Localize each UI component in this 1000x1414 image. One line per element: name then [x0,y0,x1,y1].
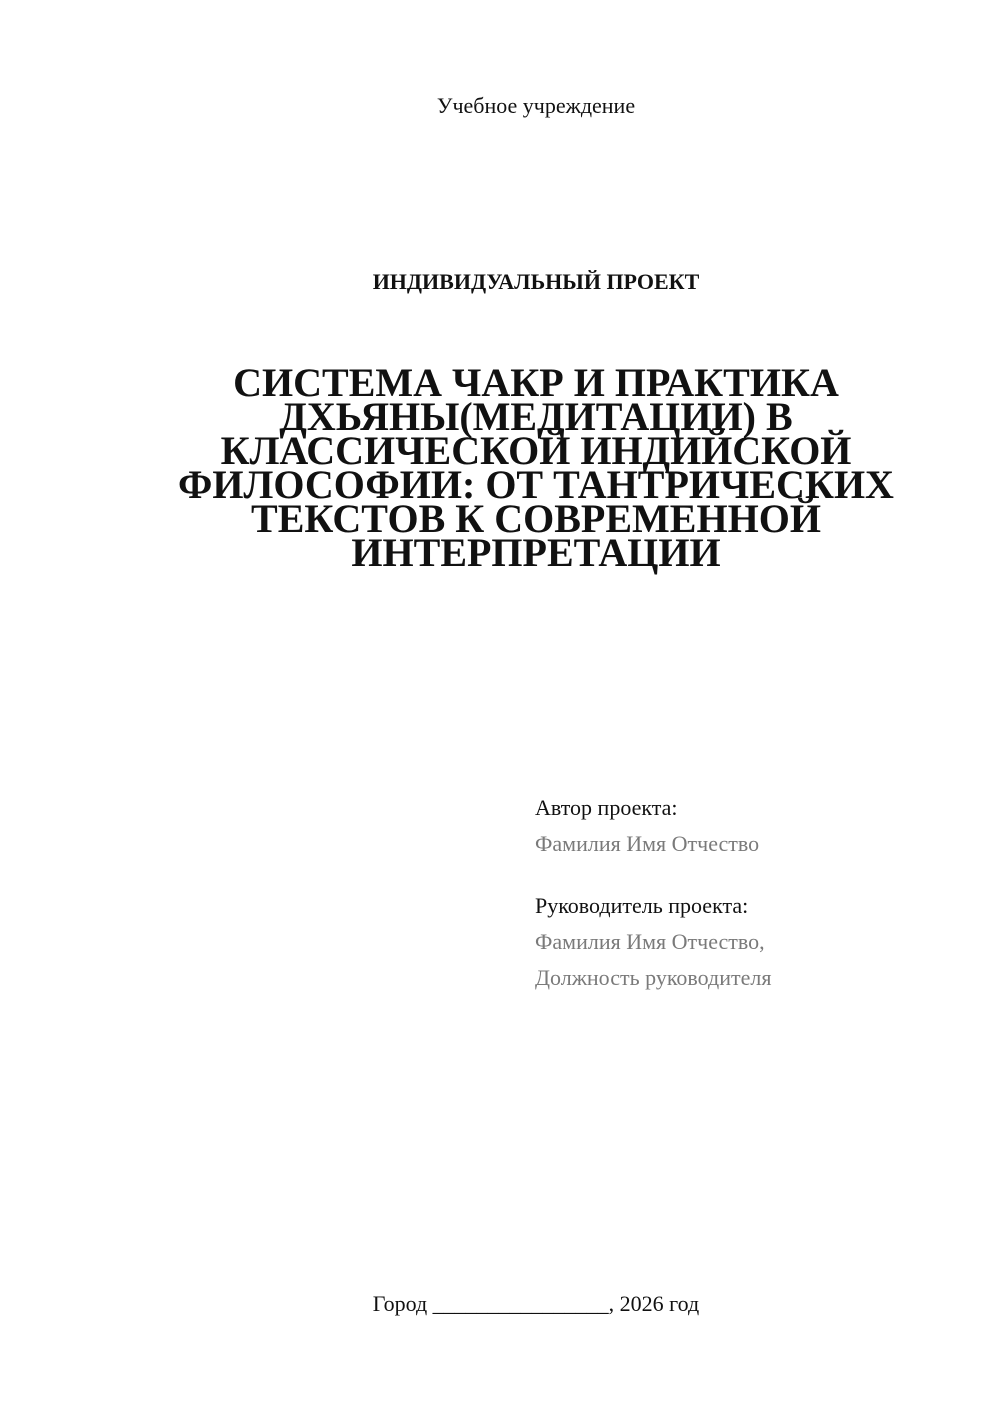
author-name: Фамилия Имя Отчество [535,831,760,856]
city-year-line: Город ________________, 2026 год [372,1291,700,1316]
document-type: ИНДИВИДУАЛЬНЫЙ ПРОЕКТ [372,269,700,294]
credits-block [535,790,975,996]
title-line: ИНТЕРПРЕТАЦИИ [351,530,721,575]
institution-name: Учебное учреждение [436,93,636,118]
title-line: ДХЬЯНЫ(МЕДИТАЦИИ) В [279,394,793,439]
title-line: СИСТЕМА ЧАКР И ПРАКТИКА [233,360,839,405]
supervisor-position: Должность руководителя [535,965,772,990]
author-label: Автор проекта: [535,795,678,820]
title-line: КЛАССИЧЕСКОЙ ИНДИЙСКОЙ [220,428,852,473]
supervisor-name: Фамилия Имя Отчество, [535,929,765,954]
title-line: ТЕКСТОВ К СОВРЕМЕННОЙ [251,496,821,541]
supervisor-label: Руководитель проекта: [535,893,749,918]
project-title [150,360,922,575]
title-line: ФИЛОСОФИИ: ОТ ТАНТРИЧЕСКИХ [178,462,894,507]
credits-spacer [535,862,975,888]
